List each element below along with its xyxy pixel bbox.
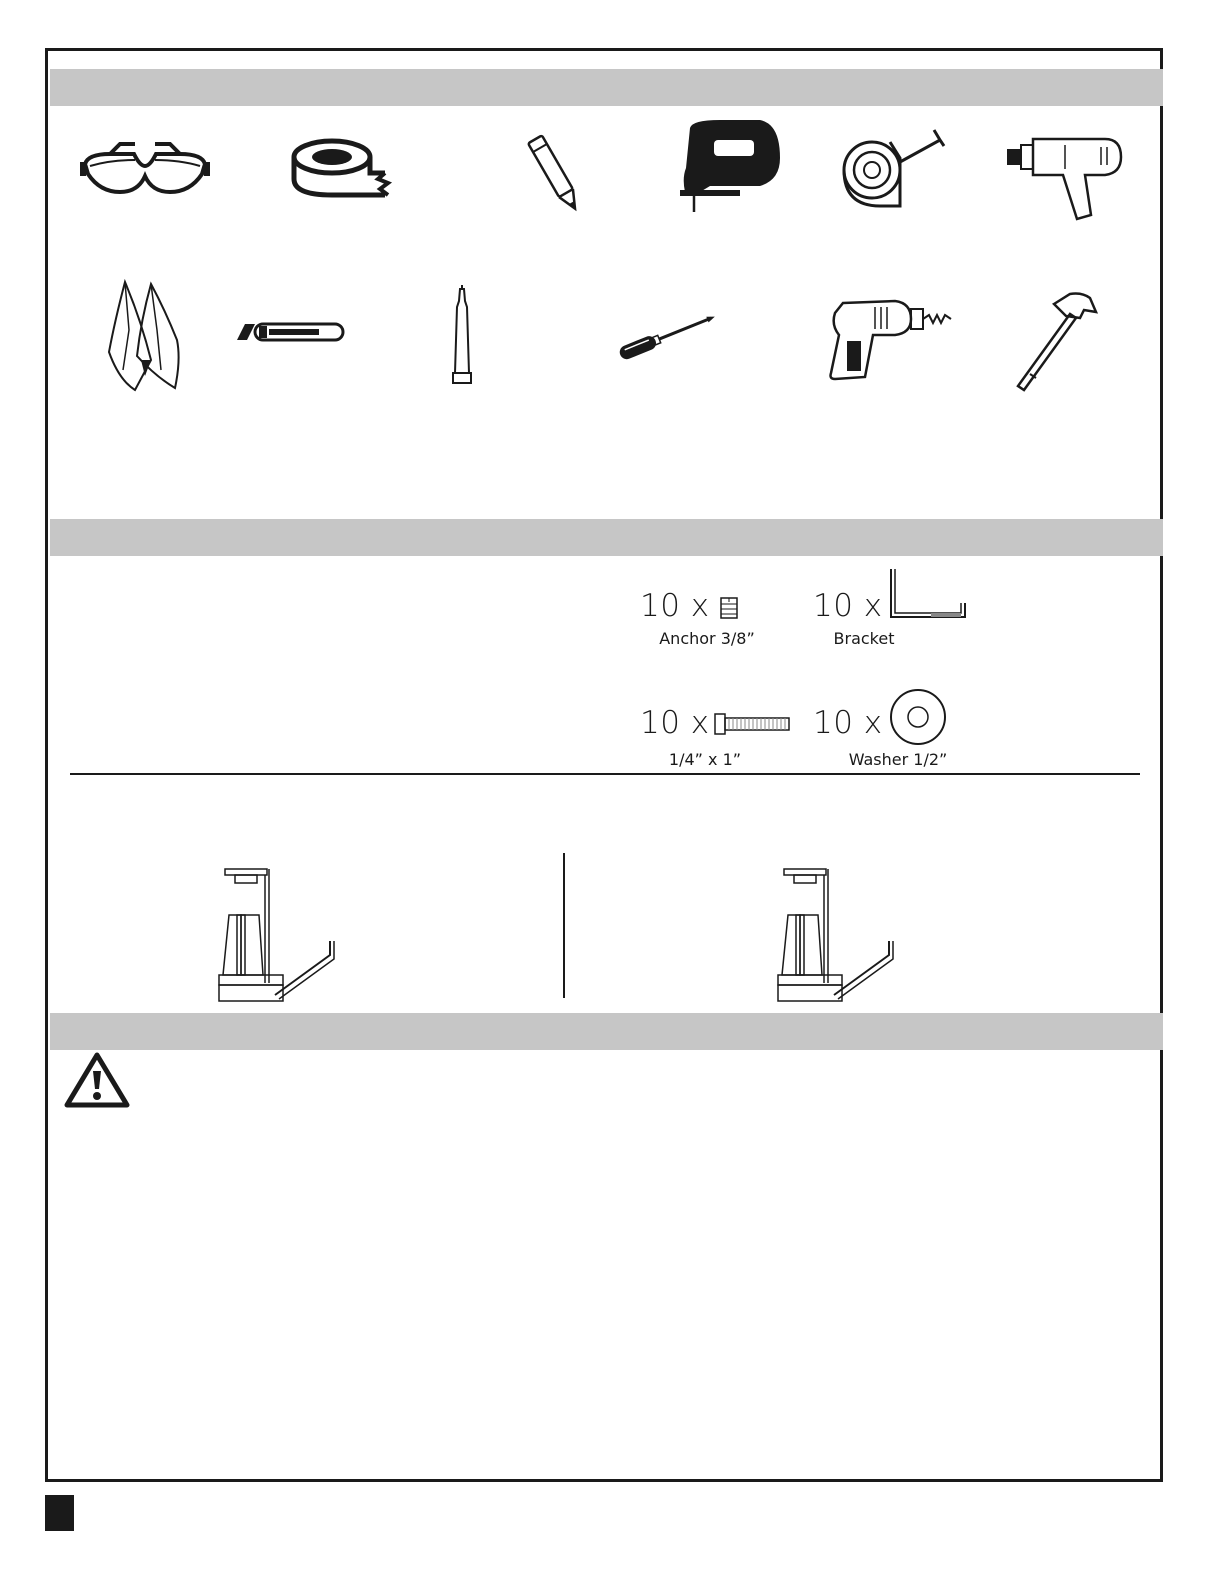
- impact-wrench-icon: [1005, 135, 1130, 229]
- hardware-section-header: [50, 519, 1163, 556]
- safety-glasses-icon: [80, 140, 210, 204]
- pencil-icon: [525, 132, 585, 221]
- washer-icon: [888, 687, 948, 751]
- jigsaw-icon: [680, 118, 785, 217]
- tools-section-header: [50, 69, 1163, 106]
- tape-icon: [290, 137, 395, 206]
- warning-section-header: [50, 1013, 1163, 1050]
- anchor-icon: [719, 596, 739, 624]
- washer-label: Washer 1/2”: [848, 750, 948, 769]
- power-drill-icon: [825, 295, 955, 389]
- bracket-qty: 10 x: [813, 588, 883, 624]
- bolt-label: 1/4” x 1”: [668, 750, 742, 769]
- diagram-divider: [563, 853, 565, 998]
- anchor-label: Anchor 3/8”: [659, 629, 755, 648]
- anchor-qty: 10 x: [640, 588, 710, 624]
- washer-qty: 10 x: [813, 705, 883, 741]
- hammer-icon: [1010, 290, 1100, 399]
- screwdriver-icon: [615, 315, 720, 364]
- tape-measure-icon: [840, 128, 950, 217]
- installation-diagram-right: [774, 865, 899, 1009]
- installation-diagram-left: [215, 865, 340, 1009]
- sealant-tube-icon: [447, 285, 477, 389]
- bracket-label: Bracket: [833, 629, 895, 648]
- hardware-divider: [70, 773, 1140, 775]
- bracket-icon: [889, 567, 969, 625]
- bolt-icon: [713, 712, 793, 740]
- warning-icon: [63, 1051, 131, 1113]
- utility-knife-icon: [235, 320, 350, 349]
- rags-icon: [105, 280, 185, 399]
- bolt-qty: 10 x: [640, 705, 710, 741]
- page-frame: [45, 48, 1163, 1482]
- page-number-tab: [45, 1495, 74, 1531]
